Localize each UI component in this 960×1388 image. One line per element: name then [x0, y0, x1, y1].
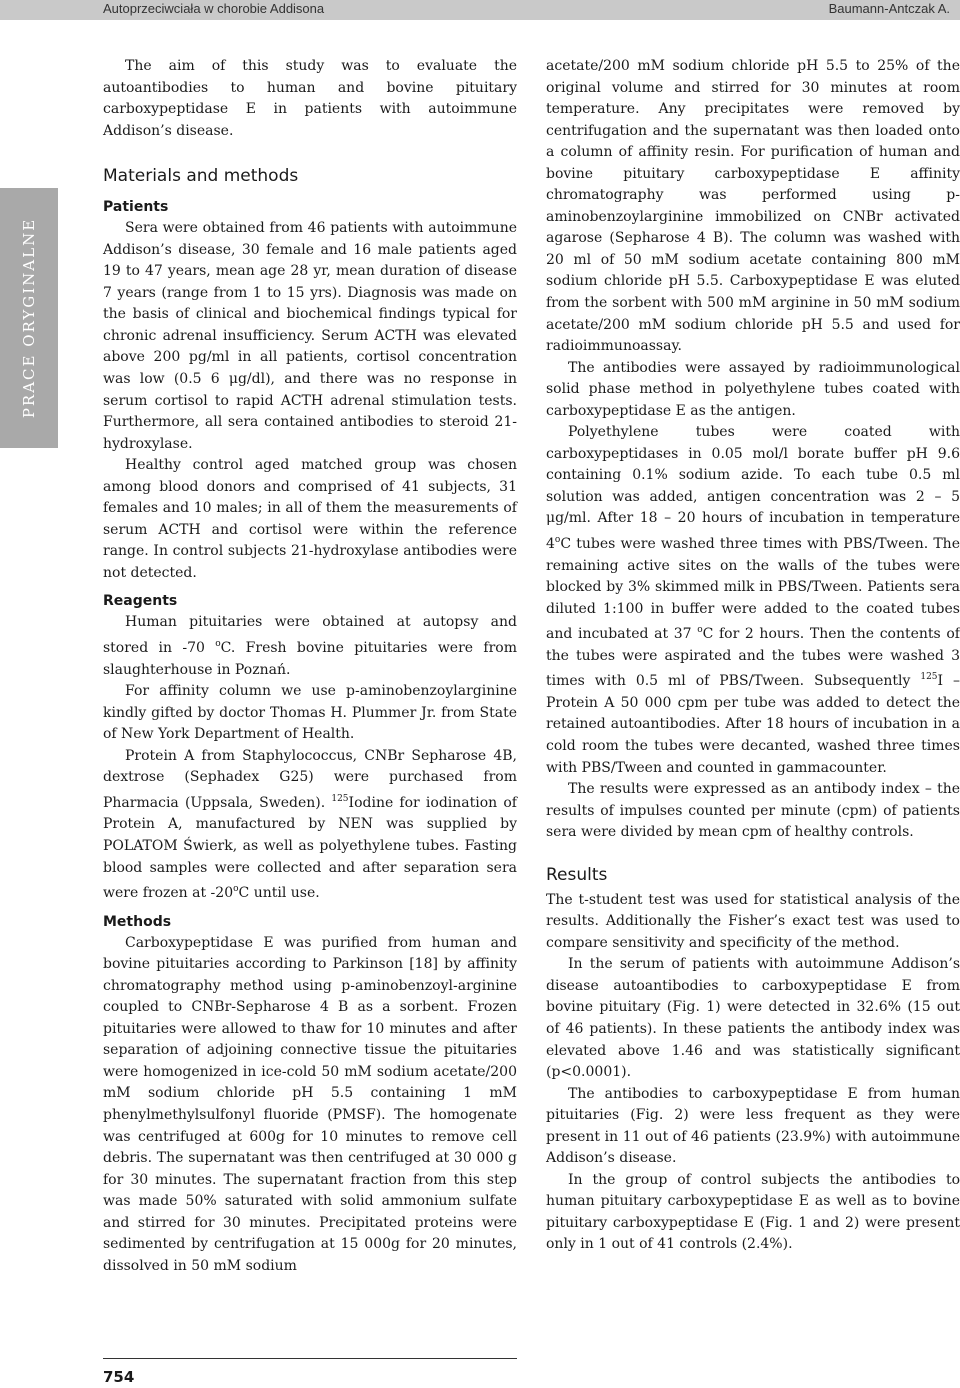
materials-methods-heading: Materials and methods [103, 166, 299, 187]
right-column [546, 56, 960, 1256]
section-side-tab [0, 188, 58, 448]
methods-heading: Methods [103, 913, 172, 930]
footer-rule [103, 1358, 517, 1359]
aim-paragraph: The aim of this study was to evaluate the autoantibodies to human and bovine pituitary carboxypeptidase E in patients with autoimmune Addison’s disease. [103, 58, 517, 139]
running-header [0, 0, 960, 20]
results-paragraph-1: The t-student test was used for statistical analysis of the results. Additionally the Fisher’s exact test was used to compare sensitivity and specificity of the method. [546, 891, 960, 951]
methods-continued-paragraph: acetate/200 mM sodium chloride pH 5.5 to 25% of the original volume and stirred for 30 minutes at room temperature. Any precipitates were removed by centrifugation and the supernatant was then loaded onto a column of affinity resin. For purification of human and bovine pituitary carboxypeptidase E affinity chromatography was performed using p-aminobenzoylarginine immobilized on CNBr activated agarose (Sepharose 4 B). The column was washed with 20 ml of 50 mM sodium acetate containing 800 mM sodium chloride pH 5.5. Carboxypeptidase E was eluted from the sorbent with 500 mM arginine in 50 mM sodium acetate/200 mM sodium chloride pH 5.5 and used for radioimmunoassay. [546, 58, 960, 355]
page-number: 754 [103, 1368, 135, 1386]
running-header-title: Autoprzeciwciała w chorobie Addisona [103, 1, 325, 16]
reagents-heading: Reagents [103, 593, 178, 610]
running-header-author: Baumann-Antczak A. [828, 1, 950, 16]
tube-coating-paragraph: Polyethylene tubes were coated with carboxypeptidases in 0.05 mol/l borate buffer pH 9.6 containing 0.1% sodium azide. To each tube 0.5 ml solution was added, antigen concentration was 2 – 5 μg/ml. After 18 – 20 hours of incubation in temperature 4$^o$C tubes were washed three times with PBS/Tween. The remaining active sites on the walls of the tubes were blocked by 3% skimmed milk in PBS/Tween. Patients sera diluted 1:100 in buffer were added to the coated tubes and incubated at 37 $^o$C for 2 hours. Then the contents of the tubes were aspirated and the tubes were washed 3 times with 0.5 ml of PBS/Tween. Subsequently $^{125}$I –Protein A 50 000 cpm per tube was added to detect the retained autoantibodies. After 18 hours of incubation in a cold room the tubes were decanted, washed three times with PBS/Tween and counted in gammacounter. [546, 424, 960, 776]
patients-paragraph-2: Healthy control aged matched group was chosen among blood donors and comprised of 41 subjects, 31 females and 10 males; in all of them the measurements of serum ACTH and cortisol were within the reference range. In control subjects 21-hydroxylase antibodies were not detected. [103, 457, 517, 581]
results-paragraph-3: The antibodies to carboxypeptidase E from human pituitaries (Fig. 2) were less frequent as they were present in 11 out of 46 patients (23.9%) with autoimmune Addison’s disease. [546, 1085, 960, 1167]
reagents-paragraph-3: Protein A from Staphylococcus, CNBr Sepharose 4B, dextrose (Sephadex G25) were purchased from Pharmacia (Uppsala, Sweden). $^{125}$Iodine for iodination of Protein A, manufactured by NEN was supplied by POLATOM Świerk, as well as polyethylene tubes. Fasting blood samples were collected and after separation sera were frozen at -20$^o$C until use. [103, 747, 517, 902]
results-paragraph-4: In the group of control subjects the antibodies to human pituitary carboxypeptidase E as well as to bovine pituitary carboxypeptidase E (Fig. 1 and 2) were present only in 1 out of 41 controls (2.4%). [546, 1171, 960, 1253]
methods-paragraph-1: Carboxypeptidase E was purified from human and bovine pituitaries according to Parkinson [18] by affinity chromatography method using p-aminobenzoyl-arginine coupled to CNBr-Sepharose 4 B as a sorbent. Frozen pituitaries were allowed to thaw for 10 minutes and after separation of adjoining connective tissue the pituitaries were homogenized in ice-cold 50 mM sodium acetate/200 mM sodium chloride pH 5.5 containing 1 mM phenylmethylsulfonyl fluoride (PMSF). The homogenate was centrifuged at 600g for 10 minutes to remove cell debris. The supernatant was then centrifuged at 30 000 g for 30 minutes. The supernatant fraction from this step was made 50% saturated with solid ammonium sulfate and stirred for 30 minutes. Precipitated proteins were sedimented by centrifugation at 15 000g for 20 minutes, dissolved in 50 mM sodium [103, 934, 517, 1274]
antibody-index-paragraph: The results were expressed as an antibody index – the results of impulses counted per minute (cpm) of patients sera were divided by mean cpm of healthy controls. [546, 781, 960, 841]
reagents-paragraph-2: For affinity column we use p-aminobenzoylarginine kindly gifted by doctor Thomas H. Plummer Jr. from State of New York Department of Health. [103, 683, 517, 743]
patients-paragraph-1: Sera were obtained from 46 patients with autoimmune Addison’s disease, 30 female and 16 male patients aged 19 to 47 years, mean age 28 yr, mean duration of disease 7 years (range from 1 to 15 yrs). Diagnosis was made on the basis of clinical and biochemical findings typical for chronic adrenal insufficiency. Serum ACTH was elevated above 200 pg/ml in all patients, cortisol concentration was low (0.5 6 μg/dl), and there was no response in serum cortisol to rapid ACTH adrenal stimulation tests. Furthermore, all sera contained antibodies to steroid 21-hydroxylase. [103, 220, 517, 452]
results-paragraph-2: In the serum of patients with autoimmune Addison’s disease autoantibodies to carboxypeptidase E from bovine pituitary (Fig. 1) were detected in 32.6% (15 out of 46 patients). In these patients the antibody index was elevated above 1.46 and was statistically significant (p<0.0001). [546, 956, 960, 1081]
assay-paragraph: The antibodies were assayed by radioimmunological solid phase method in polyethylene tubes coated with carboxypeptidase E as the antigen. [546, 359, 960, 419]
reagents-paragraph-1: Human pituitaries were obtained at autopsy and stored in -70 $^o$C. Fresh bovine pituitaries were from slaughterhouse in Poznań. [103, 614, 517, 678]
left-column [103, 56, 517, 1277]
results-heading: Results [546, 864, 608, 885]
patients-heading: Patients [103, 199, 169, 216]
side-tab-label: PRACE ORYGINALNE [20, 217, 38, 419]
